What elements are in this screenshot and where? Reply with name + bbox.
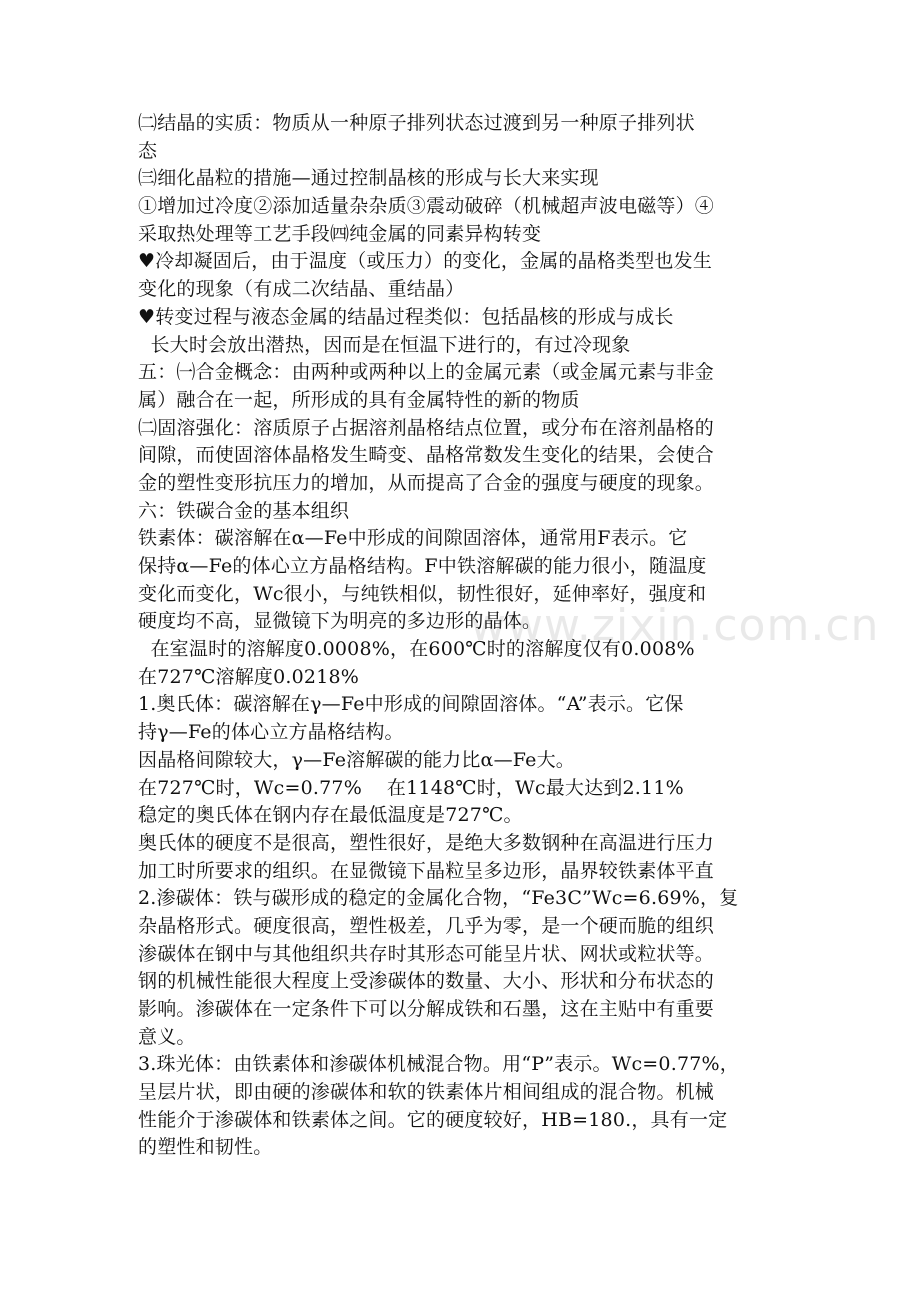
text-line: ㈡结晶的实质：物质从一种原子排列状态过渡到另一种原子排列状 [138,112,695,134]
text-line: 在727℃时，Wc=0.77% 在1148℃时，Wc最大达到2.11% [138,776,684,799]
text-line: 长大时会放出潜热，因而是在恒温下进行的，有过冷现象 [138,333,631,356]
watermark: www.zixin.com.cn [470,600,880,651]
text-line: ㈡固溶强化：溶质原子占据溶剂晶格结点位置，或分布在溶剂晶格的 [138,416,715,439]
text-line: ①增加过冷度②添加适量杂杂质③震动破碎（机械超声波电磁等）④ [138,195,715,218]
text-line: 奥氏体的硬度不是很高，塑性很好，是绝大多数钢种在高温进行压力 [138,831,715,854]
text-line: 钢的机械性能很大程度上受渗碳体的数量、大小、形状和分布状态的 [138,970,715,993]
text-line: ㈢细化晶粒的措施—通过控制晶核的形成与长大来实现 [138,167,599,190]
text-line: 铁素体：碳溶解在α—Fe中形成的间隙固溶体，通常用F表示。它 [138,527,688,550]
text-line: ♥冷却凝固后，由于温度（或压力）的变化，金属的晶格类型也发生 [138,250,713,273]
text-line: 2.渗碳体：铁与碳形成的稳定的金属化合物，“Fe3C”Wc=6.69%，复 [138,887,739,910]
text-line: 因晶格间隙较大，γ—Fe溶解碳的能力比α—Fe大。 [138,748,575,771]
text-line: 1.奥氏体：碳溶解在γ—Fe中形成的间隙固溶体。“A”表示。它保 [138,693,684,716]
text-line: 持γ—Fe的体心立方晶格结构。 [138,721,404,744]
document-body [138,110,788,1162]
text-line: 影响。渗碳体在一定条件下可以分解成铁和石墨，这在主贴中有重要 [138,998,715,1020]
text-line: 在727℃溶解度0.0218% [138,665,360,688]
text-line: 六：铁碳合金的基本组织 [138,499,350,522]
text-line: 性能介于渗碳体和铁素体之间。它的硬度较好，HB=180.，具有一定 [138,1108,728,1131]
text-line: 加工时所要求的组织。在显微镜下晶粒呈多边形，晶界较铁素体平直 [138,859,715,882]
text-line: 硬度均不高，显微镜下为明亮的多边形的晶体。 [138,610,542,633]
text-line: ♥转变过程与液态金属的结晶过程类似：包括晶核的形成与成长 [138,305,674,328]
text-line: 意义。 [138,1025,196,1048]
text-line: 3.珠光体：由铁素体和渗碳体机械混合物。用“P”表示。Wc=0.77%， [138,1053,739,1076]
text-line: 间隙，而使固溶体晶格发生畸变、晶格常数发生变化的结果，会使合 [138,444,715,467]
text-line: 保持α—Fe的体心立方晶格结构。F中铁溶解碳的能力很小，随温度 [138,555,707,577]
text-line: 五：㈠合金概念：由两种或两种以上的金属元素（或金属元素与非金 [138,361,715,384]
text-line: 在室温时的溶解度0.0008%，在600℃时的溶解度仅有0.008% [138,638,695,661]
text-line: 呈层片状，即由硬的渗碳体和软的铁素体片相间组成的混合物。机械 [138,1081,715,1104]
text-line: 的塑性和韧性。 [138,1136,273,1159]
text-line: 稳定的奥氏体在钢内存在最低温度是727℃。 [138,804,523,827]
text-line: 金的塑性变形抗压力的增加，从而提高了合金的强度与硬度的现象。 [138,471,715,494]
text-line: 变化而变化，Wc很小，与纯铁相似，韧性很好，延伸率好，强度和 [138,582,707,605]
text-line: 态 [138,139,158,162]
text-line: 杂晶格形式。硬度很高，塑性极差，几乎为零，是一个硬而脆的组织 [138,914,715,937]
text-line: 属）融合在一起，所形成的具有金属特性的新的物质 [138,388,580,411]
text-line: 采取热处理等工艺手段㈣纯金属的同素异构转变 [138,222,542,245]
text-line: 渗碳体在钢中与其他组织共存时其形态可能呈片状、网状或粒状等。 [138,942,715,965]
text-line: 变化的现象（有成二次结晶、重结晶） [138,278,465,301]
